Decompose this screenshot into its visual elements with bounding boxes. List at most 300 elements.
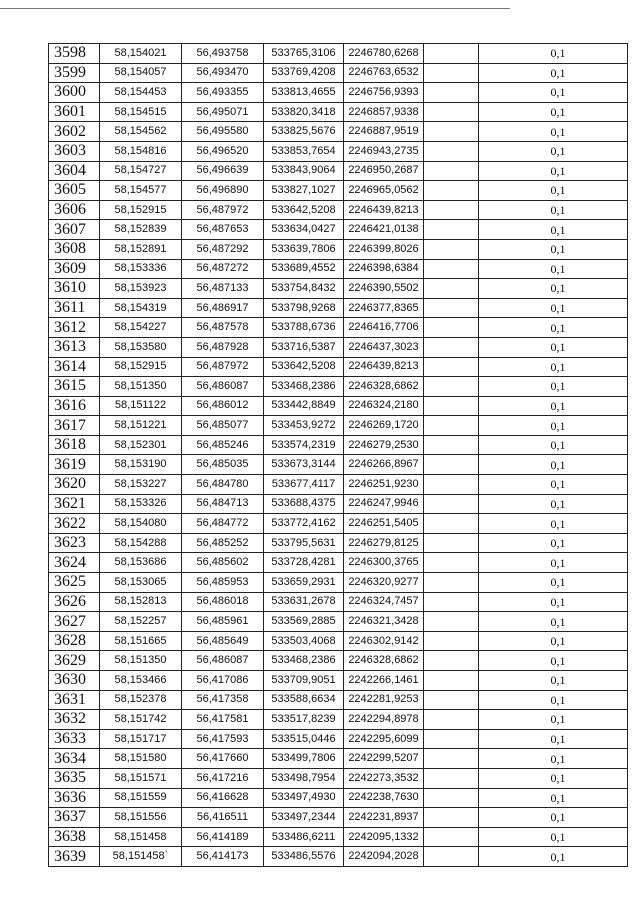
x-coordinate-cell: 533673,3144 — [264, 455, 344, 475]
y-coordinate-cell: 2246439,8213 — [344, 357, 424, 377]
longitude-cell: 56,416628 — [182, 788, 264, 808]
point-number-cell: 3639 — [49, 847, 100, 867]
blank-cell — [424, 475, 479, 495]
accuracy-cell: 0,1 — [479, 435, 628, 455]
point-number-cell: 3632 — [49, 710, 100, 730]
y-coordinate-cell: 2246269,1720 — [344, 416, 424, 436]
table-row — [49, 44, 628, 64]
accuracy-cell: 0,1 — [479, 220, 628, 240]
longitude-cell: 56,493758 — [182, 44, 264, 64]
accuracy-cell: 0,1 — [479, 533, 628, 553]
y-coordinate-cell: 2246943,2735 — [344, 141, 424, 161]
table-row — [49, 102, 628, 122]
point-number-cell: 3610 — [49, 279, 100, 299]
y-coordinate-cell: 2242299,5207 — [344, 749, 424, 769]
x-coordinate-cell: 533497,2344 — [264, 808, 344, 828]
x-coordinate-cell: 533843,9064 — [264, 161, 344, 181]
blank-cell — [424, 298, 479, 318]
blank-cell — [424, 200, 479, 220]
blank-cell — [424, 533, 479, 553]
y-coordinate-cell: 2246780,6268 — [344, 44, 424, 64]
latitude-cell: 58,152891 — [100, 239, 182, 259]
latitude-cell: 58,152813 — [100, 592, 182, 612]
point-number-cell: 3598 — [49, 44, 100, 64]
point-number-cell: 3637 — [49, 808, 100, 828]
point-number-cell: 3621 — [49, 494, 100, 514]
point-number-cell: 3617 — [49, 416, 100, 436]
table-row — [49, 122, 628, 142]
blank-cell — [424, 63, 479, 83]
accuracy-cell: 0,1 — [479, 200, 628, 220]
latitude-cell: 58,154021 — [100, 44, 182, 64]
accuracy-cell: 0,1 — [479, 710, 628, 730]
table-row — [49, 200, 628, 220]
x-coordinate-cell: 533486,5576 — [264, 847, 344, 867]
latitude-cell: 58,151556 — [100, 808, 182, 828]
table-row — [49, 298, 628, 318]
point-number-cell: 3622 — [49, 514, 100, 534]
accuracy-cell: 0,1 — [479, 396, 628, 416]
latitude-cell: 58,153065 — [100, 573, 182, 593]
blank-cell — [424, 788, 479, 808]
longitude-cell: 56,487972 — [182, 357, 264, 377]
coordinates-table-body — [49, 44, 628, 867]
latitude-cell: 58,152378 — [100, 690, 182, 710]
longitude-cell: 56,417216 — [182, 768, 264, 788]
longitude-cell: 56,496890 — [182, 181, 264, 201]
longitude-cell: 56,484772 — [182, 514, 264, 534]
table-row — [49, 475, 628, 495]
x-coordinate-cell: 533709,9051 — [264, 671, 344, 691]
accuracy-cell: 0,1 — [479, 573, 628, 593]
blank-cell — [424, 161, 479, 181]
latitude-cell: 58,151571 — [100, 768, 182, 788]
y-coordinate-cell: 2246279,8125 — [344, 533, 424, 553]
x-coordinate-cell: 533728,4281 — [264, 553, 344, 573]
point-number-cell: 3630 — [49, 671, 100, 691]
y-coordinate-cell: 2242294,8978 — [344, 710, 424, 730]
table-row — [49, 749, 628, 769]
accuracy-cell: 0,1 — [479, 318, 628, 338]
accuracy-cell: 0,1 — [479, 749, 628, 769]
y-coordinate-cell: 2246437,3023 — [344, 337, 424, 357]
y-coordinate-cell: 2246279,2530 — [344, 435, 424, 455]
table-row — [49, 729, 628, 749]
page-top-rule — [0, 8, 510, 9]
x-coordinate-cell: 533689,4552 — [264, 259, 344, 279]
y-coordinate-cell: 2246763,6532 — [344, 63, 424, 83]
y-coordinate-cell: 2246887,9519 — [344, 122, 424, 142]
accuracy-cell: 0,1 — [479, 337, 628, 357]
blank-cell — [424, 494, 479, 514]
blank-cell — [424, 690, 479, 710]
longitude-cell: 56,486917 — [182, 298, 264, 318]
longitude-cell: 56,485035 — [182, 455, 264, 475]
blank-cell — [424, 318, 479, 338]
x-coordinate-cell: 533716,5387 — [264, 337, 344, 357]
table-row — [49, 220, 628, 240]
x-coordinate-cell: 533515,0446 — [264, 729, 344, 749]
accuracy-cell: 0,1 — [479, 83, 628, 103]
table-row — [49, 788, 628, 808]
accuracy-cell: 0,1 — [479, 161, 628, 181]
table-row — [49, 141, 628, 161]
point-number-cell: 3620 — [49, 475, 100, 495]
y-coordinate-cell: 2242273,3532 — [344, 768, 424, 788]
table-row — [49, 161, 628, 181]
y-coordinate-cell: 2246377,8365 — [344, 298, 424, 318]
y-coordinate-cell: 2246328,6862 — [344, 377, 424, 397]
point-number-cell: 3618 — [49, 435, 100, 455]
y-coordinate-cell: 2246251,5405 — [344, 514, 424, 534]
latitude-cell: 58,154727 — [100, 161, 182, 181]
y-coordinate-cell: 2246324,2180 — [344, 396, 424, 416]
point-number-cell: 3599 — [49, 63, 100, 83]
table-row — [49, 377, 628, 397]
point-number-cell: 3628 — [49, 631, 100, 651]
accuracy-cell: 0,1 — [479, 44, 628, 64]
accuracy-cell: 0,1 — [479, 553, 628, 573]
point-number-cell: 3614 — [49, 357, 100, 377]
point-number-cell: 3602 — [49, 122, 100, 142]
longitude-cell: 56,495580 — [182, 122, 264, 142]
accuracy-cell: 0,1 — [479, 63, 628, 83]
accuracy-cell: 0,1 — [479, 768, 628, 788]
blank-cell — [424, 651, 479, 671]
blank-cell — [424, 435, 479, 455]
table-row — [49, 690, 628, 710]
accuracy-cell: 0,1 — [479, 259, 628, 279]
latitude-cell: 58,151717 — [100, 729, 182, 749]
table-row — [49, 553, 628, 573]
table-row — [49, 455, 628, 475]
latitude-cell: 58,151221 — [100, 416, 182, 436]
point-number-cell: 3600 — [49, 83, 100, 103]
point-number-cell: 3616 — [49, 396, 100, 416]
latitude-cell: 58,151458 — [100, 827, 182, 847]
x-coordinate-cell: 533853,7654 — [264, 141, 344, 161]
y-coordinate-cell: 2242094,2028 — [344, 847, 424, 867]
longitude-cell: 56,414189 — [182, 827, 264, 847]
y-coordinate-cell: 2246857,9338 — [344, 102, 424, 122]
latitude-cell: 58,154319 — [100, 298, 182, 318]
longitude-cell: 56,484780 — [182, 475, 264, 495]
latitude-cell: 58,153227 — [100, 475, 182, 495]
latitude-cell: 58,151350 — [100, 651, 182, 671]
latitude-cell: 58,151580 — [100, 749, 182, 769]
x-coordinate-cell: 533486,6211 — [264, 827, 344, 847]
x-coordinate-cell: 533769,4208 — [264, 63, 344, 83]
y-coordinate-cell: 2246247,9946 — [344, 494, 424, 514]
x-coordinate-cell: 533825,5676 — [264, 122, 344, 142]
longitude-cell: 56,486087 — [182, 377, 264, 397]
latitude-cell: 58,151350 — [100, 377, 182, 397]
point-number-cell: 3623 — [49, 533, 100, 553]
blank-cell — [424, 592, 479, 612]
blank-cell — [424, 357, 479, 377]
y-coordinate-cell: 2242238,7630 — [344, 788, 424, 808]
longitude-cell: 56,486087 — [182, 651, 264, 671]
x-coordinate-cell: 533503,4068 — [264, 631, 344, 651]
blank-cell — [424, 847, 479, 867]
accuracy-cell: 0,1 — [479, 788, 628, 808]
x-coordinate-cell: 533468,2386 — [264, 377, 344, 397]
x-coordinate-cell: 533639,7806 — [264, 239, 344, 259]
accuracy-cell: 0,1 — [479, 377, 628, 397]
y-coordinate-cell: 2246416,7706 — [344, 318, 424, 338]
point-number-cell: 3601 — [49, 102, 100, 122]
x-coordinate-cell: 533659,2931 — [264, 573, 344, 593]
blank-cell — [424, 671, 479, 691]
longitude-cell: 56,487292 — [182, 239, 264, 259]
y-coordinate-cell: 2246300,3765 — [344, 553, 424, 573]
y-coordinate-cell: 2246965,0562 — [344, 181, 424, 201]
latitude-cell: 58,154816 — [100, 141, 182, 161]
longitude-cell: 56,485246 — [182, 435, 264, 455]
longitude-cell: 56,487272 — [182, 259, 264, 279]
accuracy-cell: 0,1 — [479, 612, 628, 632]
x-coordinate-cell: 533765,3106 — [264, 44, 344, 64]
y-coordinate-cell: 2242295,6099 — [344, 729, 424, 749]
blank-cell — [424, 729, 479, 749]
latitude-cell: 58,151122 — [100, 396, 182, 416]
accuracy-cell: 0,1 — [479, 631, 628, 651]
y-coordinate-cell: 2246950,2687 — [344, 161, 424, 181]
table-row — [49, 651, 628, 671]
point-number-cell: 3605 — [49, 181, 100, 201]
longitude-cell: 56,496639 — [182, 161, 264, 181]
x-coordinate-cell: 533795,5631 — [264, 533, 344, 553]
x-coordinate-cell: 533631,2678 — [264, 592, 344, 612]
longitude-cell: 56,484713 — [182, 494, 264, 514]
latitude-cell: 58,153326 — [100, 494, 182, 514]
blank-cell — [424, 573, 479, 593]
point-number-cell: 3633 — [49, 729, 100, 749]
latitude-cell: 58,151559 — [100, 788, 182, 808]
blank-cell — [424, 612, 479, 632]
point-number-cell: 3625 — [49, 573, 100, 593]
x-coordinate-cell: 533772,4162 — [264, 514, 344, 534]
latitude-cell: 58,154577 — [100, 181, 182, 201]
latitude-cell: 58,153336 — [100, 259, 182, 279]
x-coordinate-cell: 533634,0427 — [264, 220, 344, 240]
accuracy-cell: 0,1 — [479, 729, 628, 749]
point-number-cell: 3619 — [49, 455, 100, 475]
longitude-cell: 56,486018 — [182, 592, 264, 612]
point-number-cell: 3613 — [49, 337, 100, 357]
blank-cell — [424, 44, 479, 64]
blank-cell — [424, 808, 479, 828]
table-row — [49, 396, 628, 416]
y-coordinate-cell: 2246390,5502 — [344, 279, 424, 299]
table-row — [49, 279, 628, 299]
latitude-cell: 58,152301 — [100, 435, 182, 455]
table-row — [49, 808, 628, 828]
point-number-cell: 3626 — [49, 592, 100, 612]
table-row — [49, 63, 628, 83]
x-coordinate-cell: 533820,3418 — [264, 102, 344, 122]
latitude-cell: 58,154227 — [100, 318, 182, 338]
accuracy-cell: 0,1 — [479, 592, 628, 612]
x-coordinate-cell: 533497,4930 — [264, 788, 344, 808]
longitude-cell: 56,487653 — [182, 220, 264, 240]
blank-cell — [424, 181, 479, 201]
longitude-cell: 56,485602 — [182, 553, 264, 573]
table-row — [49, 768, 628, 788]
latitude-cell: 58,153923 — [100, 279, 182, 299]
longitude-cell: 56,417660 — [182, 749, 264, 769]
point-number-cell: 3611 — [49, 298, 100, 318]
longitude-cell: 56,487133 — [182, 279, 264, 299]
x-coordinate-cell: 533642,5208 — [264, 357, 344, 377]
blank-cell — [424, 455, 479, 475]
y-coordinate-cell: 2246320,9277 — [344, 573, 424, 593]
longitude-cell: 56,417581 — [182, 710, 264, 730]
accuracy-cell: 0,1 — [479, 808, 628, 828]
longitude-cell: 56,493470 — [182, 63, 264, 83]
table-row — [49, 416, 628, 436]
point-number-cell: 3627 — [49, 612, 100, 632]
point-number-cell: 3608 — [49, 239, 100, 259]
table-row — [49, 514, 628, 534]
x-coordinate-cell: 533688,4375 — [264, 494, 344, 514]
point-number-cell: 3624 — [49, 553, 100, 573]
point-number-cell: 3638 — [49, 827, 100, 847]
point-number-cell: 3631 — [49, 690, 100, 710]
accuracy-cell: 0,1 — [479, 141, 628, 161]
accuracy-cell: 0,1 — [479, 122, 628, 142]
latitude-cell: 58,154453 — [100, 83, 182, 103]
table-row — [49, 847, 628, 867]
table-row — [49, 318, 628, 338]
y-coordinate-cell: 2246328,6862 — [344, 651, 424, 671]
point-number-cell: 3615 — [49, 377, 100, 397]
y-coordinate-cell: 2242231,8937 — [344, 808, 424, 828]
table-row — [49, 83, 628, 103]
table-row — [49, 573, 628, 593]
accuracy-cell: 0,1 — [479, 181, 628, 201]
y-coordinate-cell: 2246421,0138 — [344, 220, 424, 240]
x-coordinate-cell: 533574,2319 — [264, 435, 344, 455]
table-row — [49, 533, 628, 553]
blank-cell — [424, 416, 479, 436]
accuracy-cell: 0,1 — [479, 494, 628, 514]
x-coordinate-cell: 533453,9272 — [264, 416, 344, 436]
blank-cell — [424, 553, 479, 573]
longitude-cell: 56,496520 — [182, 141, 264, 161]
blank-cell — [424, 102, 479, 122]
accuracy-cell: 0,1 — [479, 651, 628, 671]
x-coordinate-cell: 533788,6736 — [264, 318, 344, 338]
y-coordinate-cell: 2246439,8213 — [344, 200, 424, 220]
table-row — [49, 181, 628, 201]
point-number-cell: 3634 — [49, 749, 100, 769]
blank-cell — [424, 396, 479, 416]
longitude-cell: 56,487578 — [182, 318, 264, 338]
point-number-cell: 3612 — [49, 318, 100, 338]
x-coordinate-cell: 533677,4117 — [264, 475, 344, 495]
accuracy-cell: 0,1 — [479, 239, 628, 259]
table-row — [49, 631, 628, 651]
longitude-cell: 56,495071 — [182, 102, 264, 122]
y-coordinate-cell: 2246251,9230 — [344, 475, 424, 495]
blank-cell — [424, 122, 479, 142]
accuracy-cell: 0,1 — [479, 514, 628, 534]
accuracy-cell: 0,1 — [479, 455, 628, 475]
x-coordinate-cell: 533569,2885 — [264, 612, 344, 632]
x-coordinate-cell: 533798,9268 — [264, 298, 344, 318]
x-coordinate-cell: 533498,7954 — [264, 768, 344, 788]
y-coordinate-cell: 2246302,9142 — [344, 631, 424, 651]
blank-cell — [424, 220, 479, 240]
longitude-cell: 56,417086 — [182, 671, 264, 691]
longitude-cell: 56,485953 — [182, 573, 264, 593]
x-coordinate-cell: 533442,8849 — [264, 396, 344, 416]
latitude-cell: 58,154057 — [100, 63, 182, 83]
table-row — [49, 827, 628, 847]
accuracy-cell: 0,1 — [479, 847, 628, 867]
accuracy-cell: 0,1 — [479, 279, 628, 299]
blank-cell — [424, 749, 479, 769]
longitude-cell: 56,417358 — [182, 690, 264, 710]
longitude-cell: 56,487928 — [182, 337, 264, 357]
point-number-cell: 3606 — [49, 200, 100, 220]
longitude-cell: 56,485077 — [182, 416, 264, 436]
latitude-cell: 58,154080 — [100, 514, 182, 534]
longitude-cell: 56,416511 — [182, 808, 264, 828]
accuracy-cell: 0,1 — [479, 827, 628, 847]
table-row — [49, 592, 628, 612]
latitude-cell: 58,152915 — [100, 357, 182, 377]
blank-cell — [424, 83, 479, 103]
x-coordinate-cell: 533588,6634 — [264, 690, 344, 710]
y-coordinate-cell: 2242281,9253 — [344, 690, 424, 710]
x-coordinate-cell: 533517,8239 — [264, 710, 344, 730]
y-coordinate-cell: 2246756,9393 — [344, 83, 424, 103]
blank-cell — [424, 514, 479, 534]
point-number-cell: 3604 — [49, 161, 100, 181]
point-number-cell: 3607 — [49, 220, 100, 240]
blank-cell — [424, 631, 479, 651]
latitude-cell: 58,153190 — [100, 455, 182, 475]
y-coordinate-cell: 2242095,1332 — [344, 827, 424, 847]
longitude-cell: 56,485252 — [182, 533, 264, 553]
point-number-cell: 3636 — [49, 788, 100, 808]
point-number-cell: 3603 — [49, 141, 100, 161]
longitude-cell: 56,487972 — [182, 200, 264, 220]
accuracy-cell: 0,1 — [479, 475, 628, 495]
y-coordinate-cell: 2242266,1461 — [344, 671, 424, 691]
latitude-cell: 58,153466 — [100, 671, 182, 691]
blank-cell — [424, 710, 479, 730]
table-row — [49, 494, 628, 514]
point-number-cell: 3635 — [49, 768, 100, 788]
y-coordinate-cell: 2246324,7457 — [344, 592, 424, 612]
latitude-cell: 58,154515 — [100, 102, 182, 122]
table-row — [49, 357, 628, 377]
table-row — [49, 710, 628, 730]
x-coordinate-cell: 533642,5208 — [264, 200, 344, 220]
latitude-cell: 58,154288 — [100, 533, 182, 553]
x-coordinate-cell: 533499,7806 — [264, 749, 344, 769]
longitude-cell: 56,486012 — [182, 396, 264, 416]
longitude-cell: 56,414173 — [182, 847, 264, 867]
blank-cell — [424, 279, 479, 299]
latitude-cell: 58,152839 — [100, 220, 182, 240]
accuracy-cell: 0,1 — [479, 671, 628, 691]
longitude-cell: 56,493355 — [182, 83, 264, 103]
accuracy-cell: 0,1 — [479, 102, 628, 122]
